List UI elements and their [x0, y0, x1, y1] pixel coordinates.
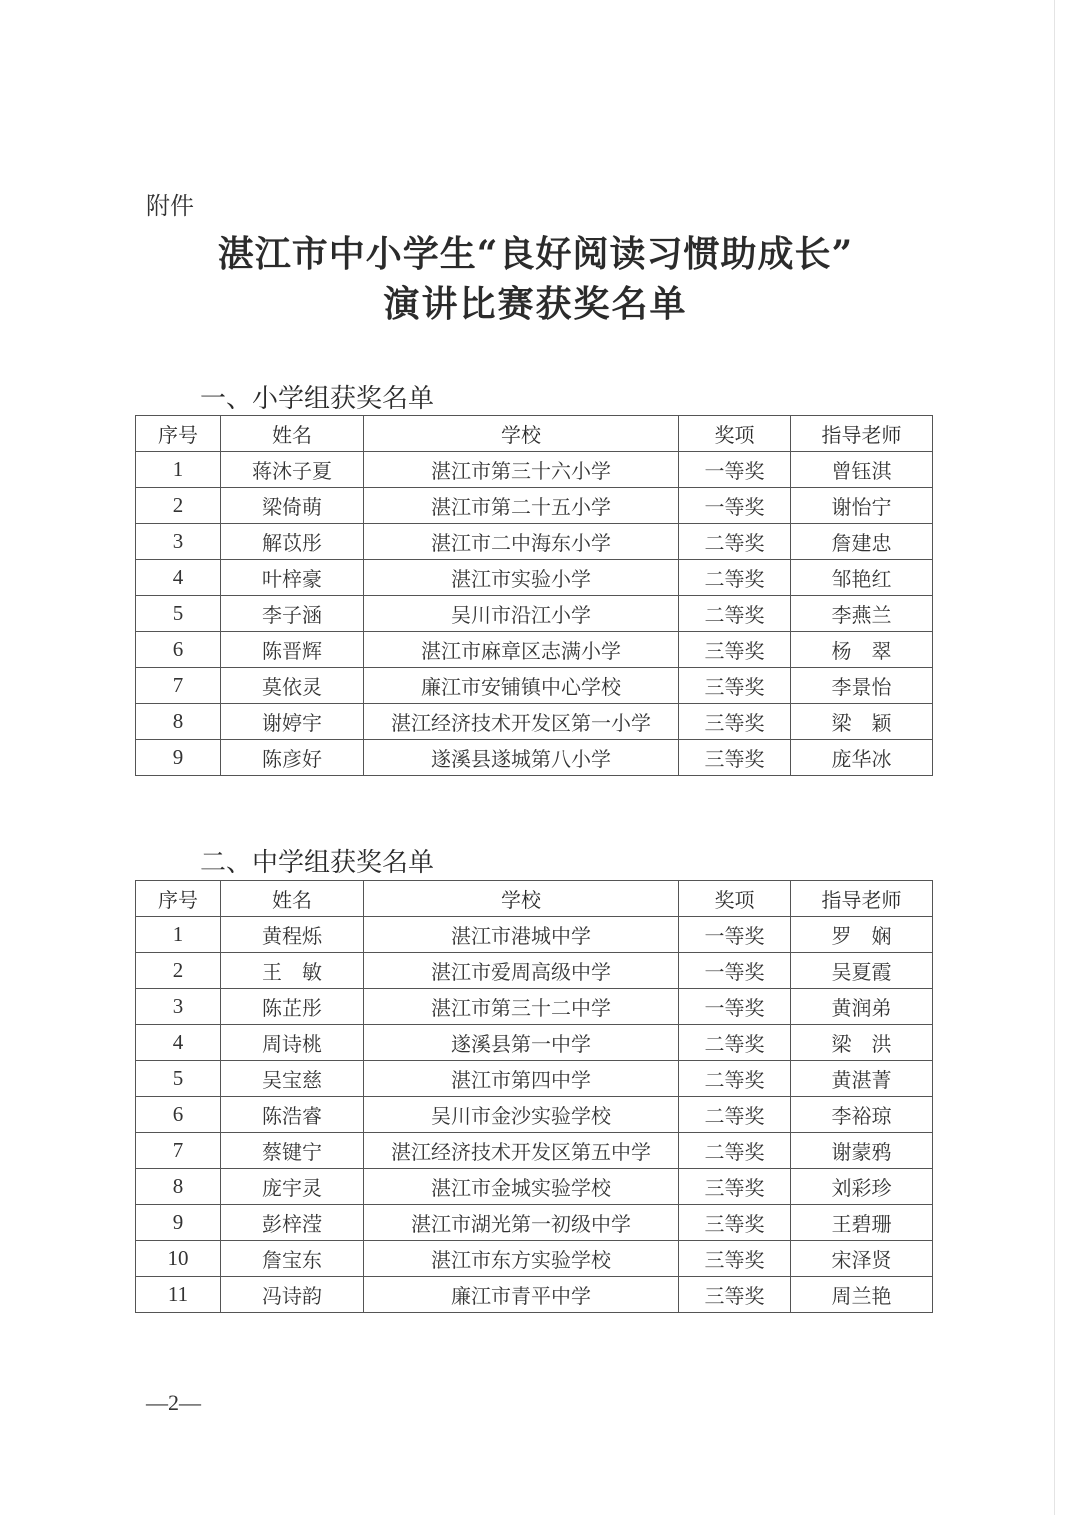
table-row	[136, 596, 933, 632]
cell-teacher: 周兰艳	[791, 1277, 933, 1313]
cell-teacher: 谢怡宁	[791, 488, 933, 524]
table-header-row	[136, 881, 933, 917]
cell-teacher: 黄湛菁	[791, 1061, 933, 1097]
cell-award: 三等奖	[679, 740, 791, 776]
table-row	[136, 1061, 933, 1097]
cell-school: 湛江市港城中学	[364, 917, 679, 953]
cell-school: 湛江市二中海东小学	[364, 524, 679, 560]
cell-index: 9	[136, 740, 221, 776]
cell-name: 詹宝东	[221, 1241, 364, 1277]
cell-teacher: 庞华冰	[791, 740, 933, 776]
cell-name: 彭梓滢	[221, 1205, 364, 1241]
table-row	[136, 1097, 933, 1133]
table-row	[136, 1277, 933, 1313]
cell-school: 吴川市金沙实验学校	[364, 1097, 679, 1133]
table-header-row	[136, 416, 933, 452]
cell-name: 王 敏	[221, 953, 364, 989]
header-teacher: 指导老师	[791, 881, 933, 917]
table-row	[136, 740, 933, 776]
cell-award: 二等奖	[679, 560, 791, 596]
cell-index: 3	[136, 989, 221, 1025]
cell-index: 4	[136, 560, 221, 596]
cell-award: 二等奖	[679, 1061, 791, 1097]
table-row	[136, 1241, 933, 1277]
cell-name: 蒋沐子夏	[221, 452, 364, 488]
cell-award: 三等奖	[679, 668, 791, 704]
cell-teacher: 杨 翠	[791, 632, 933, 668]
cell-teacher: 谢蒙鸦	[791, 1133, 933, 1169]
cell-school: 湛江市第二十五小学	[364, 488, 679, 524]
cell-index: 6	[136, 632, 221, 668]
cell-index: 1	[136, 917, 221, 953]
cell-school: 湛江经济技术开发区第一小学	[364, 704, 679, 740]
table-row	[136, 452, 933, 488]
cell-teacher: 詹建忠	[791, 524, 933, 560]
cell-school: 廉江市青平中学	[364, 1277, 679, 1313]
cell-name: 陈芷彤	[221, 989, 364, 1025]
table-row	[136, 1025, 933, 1061]
attachment-label: 附件	[146, 192, 194, 220]
cell-name: 解苡彤	[221, 524, 364, 560]
cell-school: 湛江市东方实验学校	[364, 1241, 679, 1277]
cell-award: 一等奖	[679, 452, 791, 488]
table-row	[136, 1205, 933, 1241]
cell-award: 二等奖	[679, 1133, 791, 1169]
cell-award: 二等奖	[679, 596, 791, 632]
cell-index: 7	[136, 1133, 221, 1169]
cell-index: 8	[136, 1169, 221, 1205]
cell-award: 二等奖	[679, 524, 791, 560]
cell-name: 陈彦好	[221, 740, 364, 776]
cell-name: 庞宇灵	[221, 1169, 364, 1205]
cell-index: 4	[136, 1025, 221, 1061]
primary-award-table	[135, 415, 933, 776]
cell-name: 叶梓豪	[221, 560, 364, 596]
cell-index: 6	[136, 1097, 221, 1133]
cell-school: 湛江市第四中学	[364, 1061, 679, 1097]
cell-award: 三等奖	[679, 1241, 791, 1277]
cell-name: 莫依灵	[221, 668, 364, 704]
cell-teacher: 邹艳红	[791, 560, 933, 596]
cell-award: 三等奖	[679, 704, 791, 740]
cell-award: 三等奖	[679, 1169, 791, 1205]
page-number: —2—	[146, 1390, 201, 1415]
header-index: 序号	[136, 416, 221, 452]
cell-award: 一等奖	[679, 917, 791, 953]
cell-name: 李子涵	[221, 596, 364, 632]
cell-teacher: 李燕兰	[791, 596, 933, 632]
cell-index: 2	[136, 488, 221, 524]
cell-school: 廉江市安铺镇中心学校	[364, 668, 679, 704]
table-row	[136, 1133, 933, 1169]
cell-award: 二等奖	[679, 1097, 791, 1133]
cell-name: 陈晋辉	[221, 632, 364, 668]
cell-index: 3	[136, 524, 221, 560]
cell-teacher: 梁 洪	[791, 1025, 933, 1061]
cell-award: 三等奖	[679, 632, 791, 668]
cell-index: 5	[136, 1061, 221, 1097]
table-row	[136, 989, 933, 1025]
cell-index: 10	[136, 1241, 221, 1277]
cell-award: 一等奖	[679, 953, 791, 989]
cell-award: 二等奖	[679, 1025, 791, 1061]
cell-name: 谢婷宇	[221, 704, 364, 740]
header-school: 学校	[364, 416, 679, 452]
cell-teacher: 黄润弟	[791, 989, 933, 1025]
cell-teacher: 梁 颖	[791, 704, 933, 740]
header-award: 奖项	[679, 416, 791, 452]
cell-school: 遂溪县第一中学	[364, 1025, 679, 1061]
cell-index: 8	[136, 704, 221, 740]
table-row	[136, 524, 933, 560]
cell-school: 遂溪县遂城第八小学	[364, 740, 679, 776]
table-row	[136, 1169, 933, 1205]
cell-school: 湛江市第三十六小学	[364, 452, 679, 488]
cell-award: 一等奖	[679, 488, 791, 524]
header-name: 姓名	[221, 881, 364, 917]
cell-award: 三等奖	[679, 1205, 791, 1241]
cell-teacher: 曾钰淇	[791, 452, 933, 488]
cell-award: 三等奖	[679, 1277, 791, 1313]
cell-school: 湛江市第三十二中学	[364, 989, 679, 1025]
header-teacher: 指导老师	[791, 416, 933, 452]
cell-school: 吴川市沿江小学	[364, 596, 679, 632]
cell-index: 9	[136, 1205, 221, 1241]
cell-name: 吴宝慈	[221, 1061, 364, 1097]
table-row	[136, 668, 933, 704]
cell-school: 湛江市金城实验学校	[364, 1169, 679, 1205]
document-title-line2: 演讲比赛获奖名单	[383, 283, 688, 325]
cell-award: 一等奖	[679, 989, 791, 1025]
cell-teacher: 李裕琼	[791, 1097, 933, 1133]
secondary-award-table	[135, 880, 933, 1313]
header-school: 学校	[364, 881, 679, 917]
cell-school: 湛江市麻章区志满小学	[364, 632, 679, 668]
header-index: 序号	[136, 881, 221, 917]
cell-teacher: 刘彩珍	[791, 1169, 933, 1205]
table-row	[136, 917, 933, 953]
table-row	[136, 488, 933, 524]
cell-school: 湛江市实验小学	[364, 560, 679, 596]
cell-teacher: 吴夏霞	[791, 953, 933, 989]
cell-index: 5	[136, 596, 221, 632]
cell-name: 周诗桃	[221, 1025, 364, 1061]
cell-name: 陈浩睿	[221, 1097, 364, 1133]
cell-school: 湛江经济技术开发区第五中学	[364, 1133, 679, 1169]
primary-section-heading: 一、小学组获奖名单	[200, 384, 435, 414]
cell-teacher: 王碧珊	[791, 1205, 933, 1241]
cell-index: 1	[136, 452, 221, 488]
cell-name: 蔡键宁	[221, 1133, 364, 1169]
document-title-line1: 湛江市中小学生“良好阅读习惯助成长”	[217, 233, 854, 275]
table-row	[136, 632, 933, 668]
header-name: 姓名	[221, 416, 364, 452]
cell-index: 7	[136, 668, 221, 704]
cell-teacher: 宋泽贤	[791, 1241, 933, 1277]
secondary-section-heading: 二、中学组获奖名单	[200, 848, 435, 878]
header-award: 奖项	[679, 881, 791, 917]
table-row	[136, 560, 933, 596]
cell-teacher: 罗 娴	[791, 917, 933, 953]
cell-index: 2	[136, 953, 221, 989]
cell-name: 黄程烁	[221, 917, 364, 953]
cell-index: 11	[136, 1277, 221, 1313]
cell-school: 湛江市爱周高级中学	[364, 953, 679, 989]
table-row	[136, 704, 933, 740]
cell-name: 梁倚萌	[221, 488, 364, 524]
table-row	[136, 953, 933, 989]
cell-teacher: 李景怡	[791, 668, 933, 704]
cell-name: 冯诗韵	[221, 1277, 364, 1313]
cell-school: 湛江市湖光第一初级中学	[364, 1205, 679, 1241]
